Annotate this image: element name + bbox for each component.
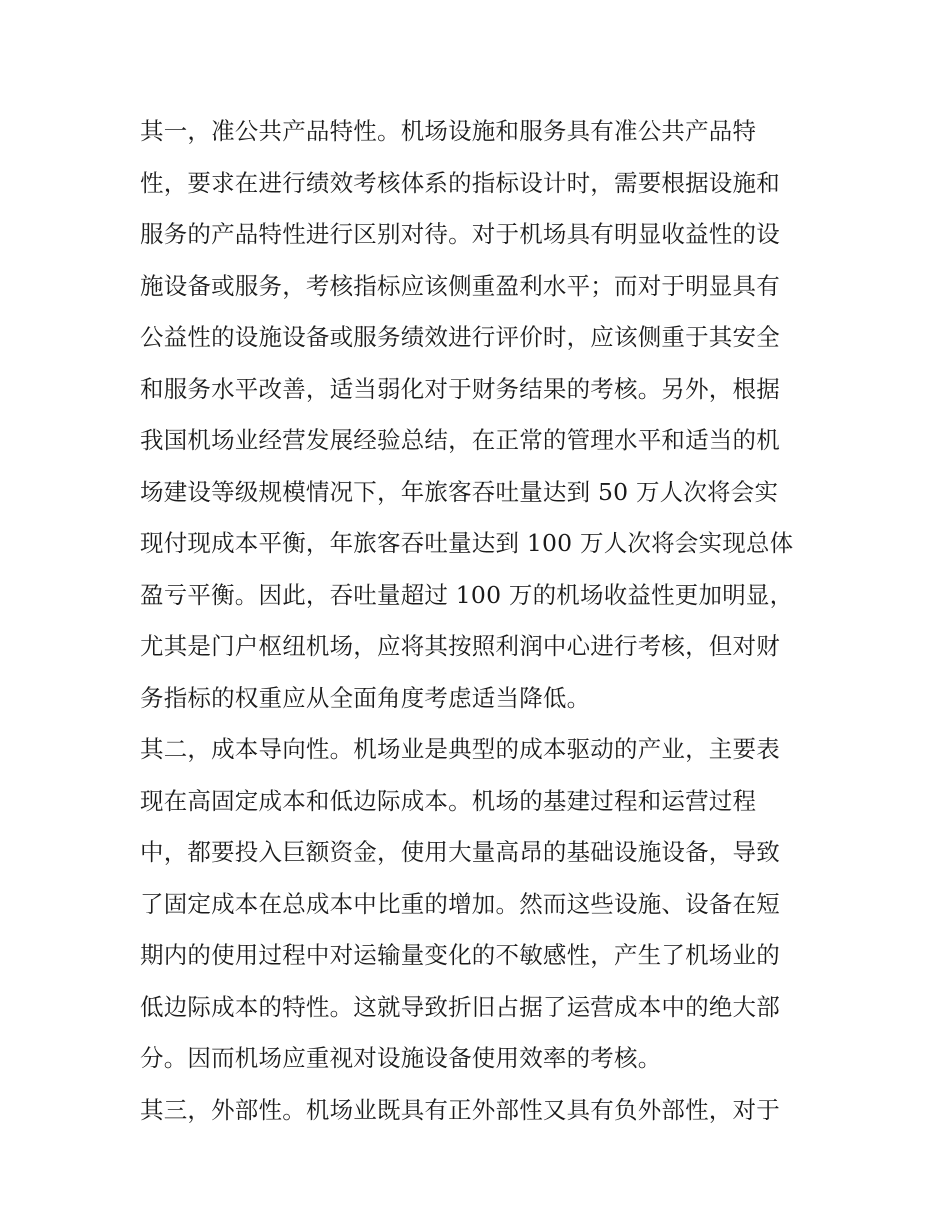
text-line: 低边际成本的特性。这就导致折旧占据了运营成本中的绝大部 xyxy=(140,992,780,1021)
text-line: 了固定成本在总成本中比重的增加。然而这些设施、设备在短 xyxy=(140,889,780,918)
text-line: 中，都要投入巨额资金，使用大量高昂的基础设施设备，导致 xyxy=(140,838,780,866)
text-line: 我国机场业经营发展经验总结，在正常的管理水平和适当的机 xyxy=(140,426,780,454)
paragraph-quasi-public-goods xyxy=(140,106,816,724)
text-line: 施设备或服务，考核指标应该侧重盈利水平；而对于明显具有 xyxy=(140,271,780,300)
text-line: 尤其是门户枢纽机场，应将其按照利润中心进行考核，但对财 xyxy=(140,632,780,660)
text-line: 务指标的权重应从全面角度考虑适当降低。 xyxy=(140,683,591,712)
text-line: 其二，成本导向性。机场业是典型的成本驱动的产业，主要表 xyxy=(140,735,780,763)
text-line: 现付现成本平衡，年旅客吞吐量达到 100 万人次将会实现总体 xyxy=(140,529,794,557)
text-line: 盈亏平衡。因此，吞吐量超过 100 万的机场收益性更加明显， xyxy=(140,580,794,609)
text-line: 公益性的设施设备或服务绩效进行评价时，应该侧重于其安全 xyxy=(140,323,780,351)
document-body xyxy=(140,106,816,1136)
paragraph-externality xyxy=(140,1085,816,1137)
text-line: 其三，外部性。机场业既具有正外部性又具有负外部性，对于 xyxy=(140,1095,780,1124)
text-line: 服务的产品特性进行区别对待。对于机场具有明显收益性的设 xyxy=(140,220,780,248)
text-line: 现在高固定成本和低边际成本。机场的基建过程和运营过程 xyxy=(140,786,757,815)
paragraph-cost-orientation xyxy=(140,724,816,1085)
text-line: 性，要求在进行绩效考核体系的指标设计时，需要根据设施和 xyxy=(140,168,780,197)
text-line: 其一，准公共产品特性。机场设施和服务具有准公共产品特 xyxy=(140,117,757,145)
text-line: 分。因而机场应重视对设施设备使用效率的考核。 xyxy=(140,1044,662,1072)
text-line: 场建设等级规模情况下，年旅客吞吐量达到 50 万人次将会实 xyxy=(140,477,779,506)
text-line: 和服务水平改善，适当弱化对于财务结果的考核。另外，根据 xyxy=(140,374,780,403)
text-line: 期内的使用过程中对运输量变化的不敏感性，产生了机场业的 xyxy=(140,941,780,969)
